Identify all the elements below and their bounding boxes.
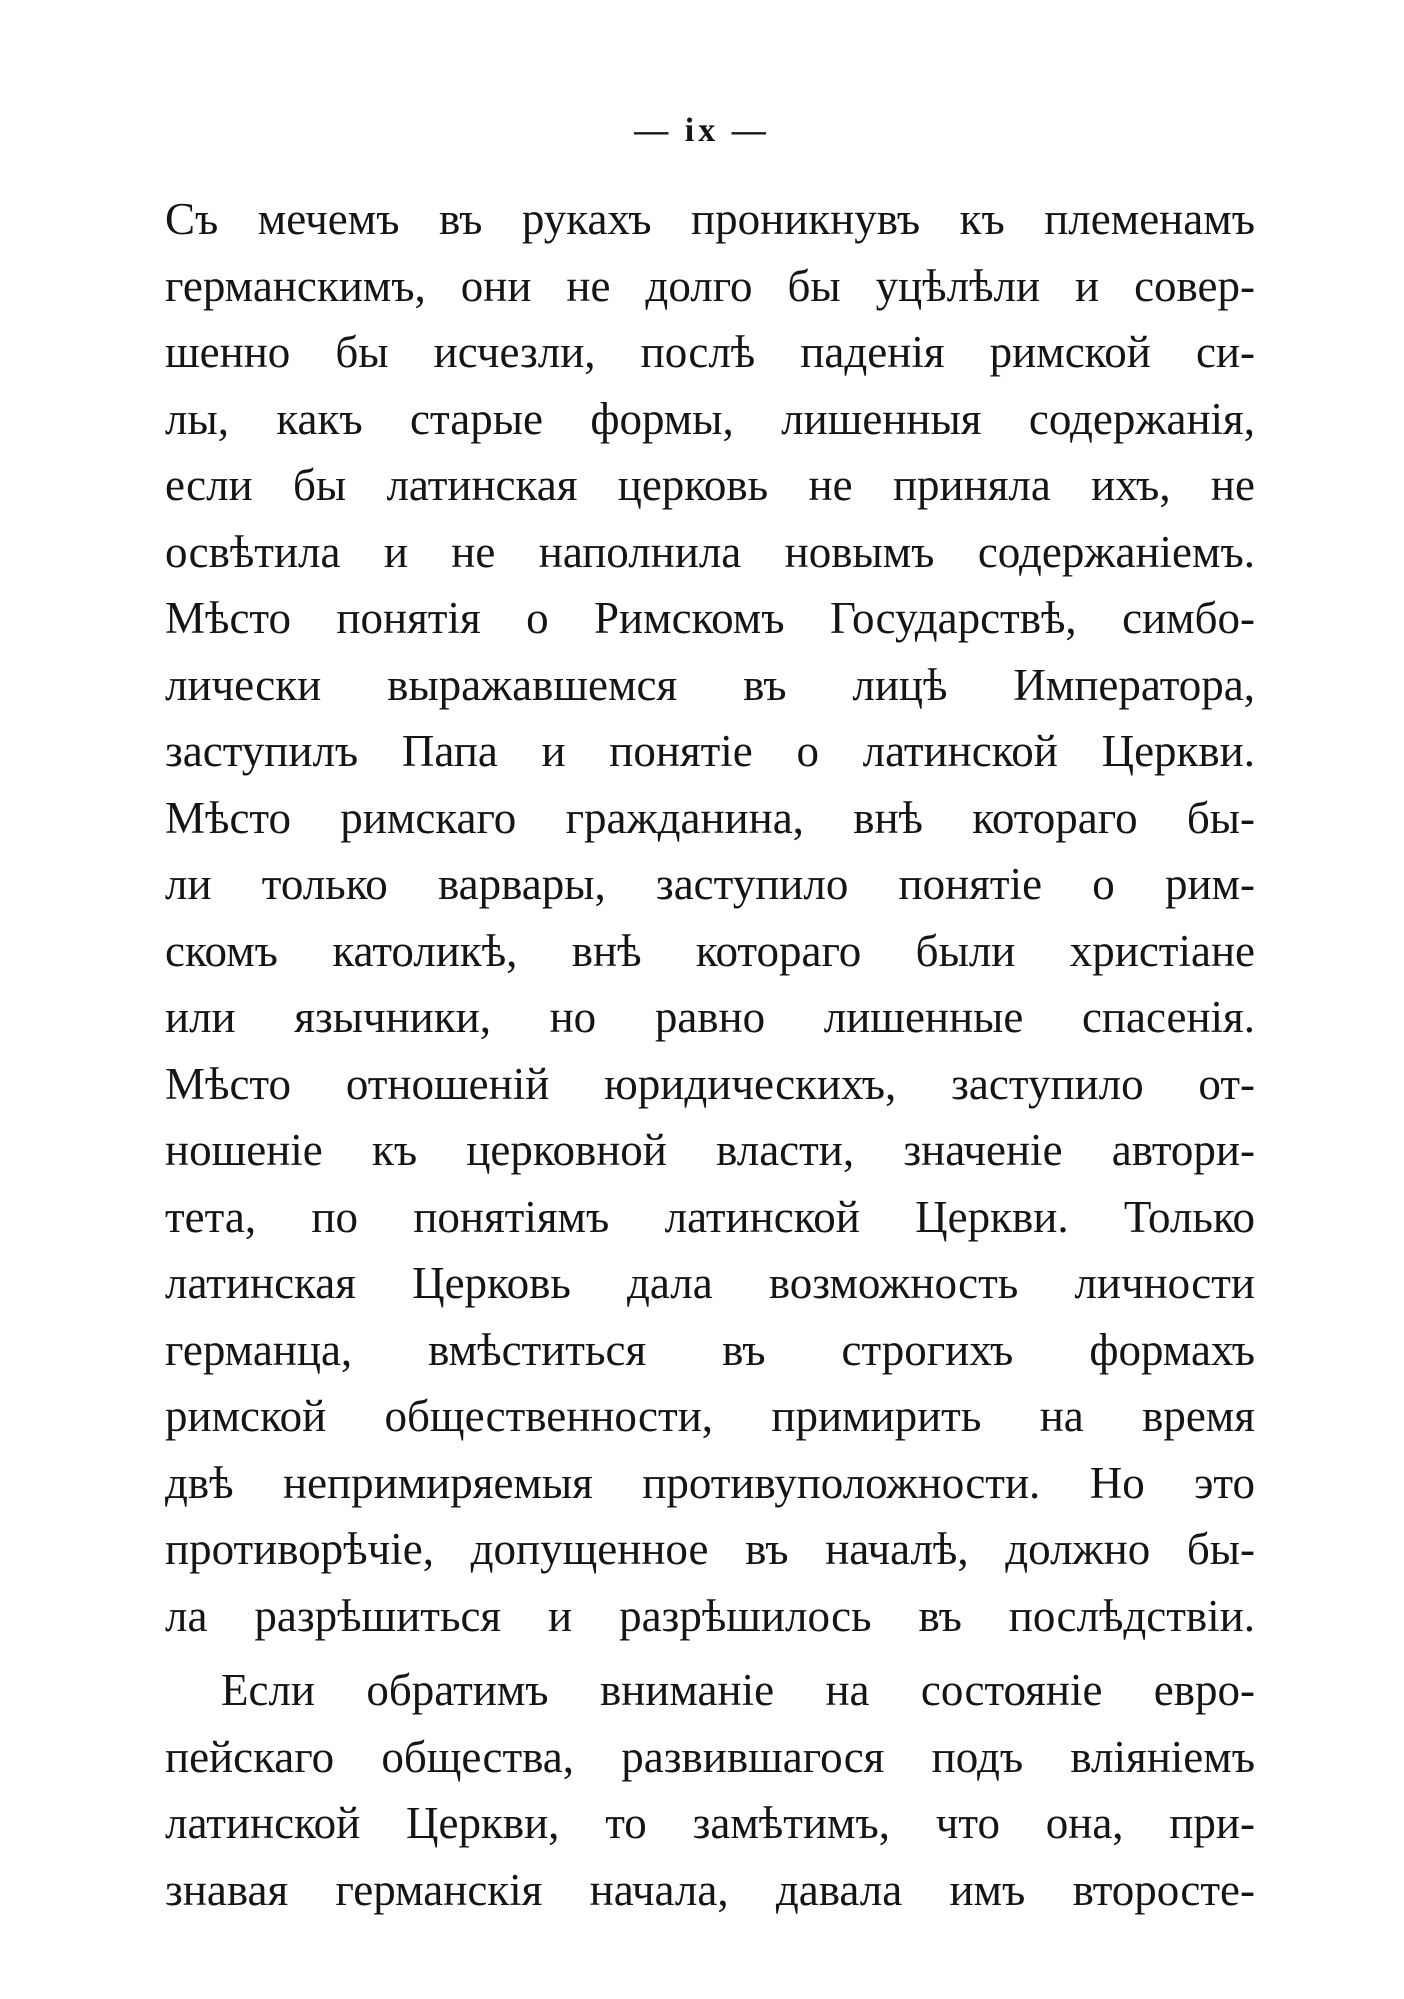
page-header: — ix —: [634, 112, 770, 149]
text-line: Мѣсто отношеній юридическихъ, заступило от-: [165, 1058, 1255, 1109]
text-line: ношеніе къ церковной власти, значеніе автори-: [165, 1125, 1255, 1175]
text-line: германца, вмѣститься въ строгихъ формахъ: [165, 1324, 1255, 1375]
text-line: шенно бы исчезли, послѣ паденія римской си-: [165, 327, 1255, 377]
text-line: ли только варвары, заступило понятіе о рим-: [165, 859, 1255, 909]
text-line: германскимъ, они не долго бы уцѣлѣли и совер-: [165, 260, 1255, 311]
text-line: освѣтила и не наполнила новымъ содержаніемъ.: [165, 526, 1255, 577]
text-line: если бы латинская церковь не приняла ихъ, не: [165, 460, 1255, 510]
text-line: лы, какъ старые формы, лишенныя содержанія,: [165, 393, 1255, 444]
paragraph-2: [165, 1657, 1255, 1923]
text-line: двѣ непримиряемыя противуположности. Но это: [165, 1457, 1255, 1508]
text-line: Мѣсто понятія о Римскомъ Государствѣ, симбо-: [165, 593, 1255, 643]
text-line: Съ мечемъ въ рукахъ проникнувъ къ племенамъ: [165, 194, 1255, 244]
paragraph-1: [165, 186, 1255, 1649]
body-text: [165, 186, 1255, 1923]
text-line: Если обратимъ вниманіе на состояніе евро-: [221, 1665, 1255, 1715]
text-line: лически выражавшемся въ лицѣ Императора,: [165, 659, 1255, 710]
text-line: латинская Церковь дала возможность личности: [165, 1258, 1255, 1308]
text-line: или язычники, но равно лишенные спасенія.: [165, 992, 1255, 1042]
text-line: тета, по понятіямъ латинской Церкви. Только: [165, 1191, 1255, 1242]
text-line: скомъ католикѣ, внѣ котораго были христіане: [165, 925, 1255, 976]
text-line: латинской Церкви, то замѣтимъ, что она, при-: [165, 1798, 1255, 1848]
text-line: заступилъ Папа и понятіе о латинской Церкви.: [165, 726, 1255, 776]
text-line: знавая германскія начала, давала имъ второсте-: [165, 1864, 1255, 1915]
text-line: римской общественности, примирить на время: [165, 1391, 1255, 1441]
text-line: противорѣчіе, допущенное въ началѣ, должно бы-: [165, 1524, 1255, 1574]
paragraph-gap: [165, 1649, 1255, 1657]
text-line: ла разрѣшиться и разрѣшилось въ послѣдствіи.: [165, 1590, 1255, 1641]
text-line: Мѣсто римскаго гражданина, внѣ котораго бы-: [165, 792, 1255, 843]
text-line: пейскаго общества, развившагося подъ вліяніемъ: [165, 1731, 1255, 1782]
